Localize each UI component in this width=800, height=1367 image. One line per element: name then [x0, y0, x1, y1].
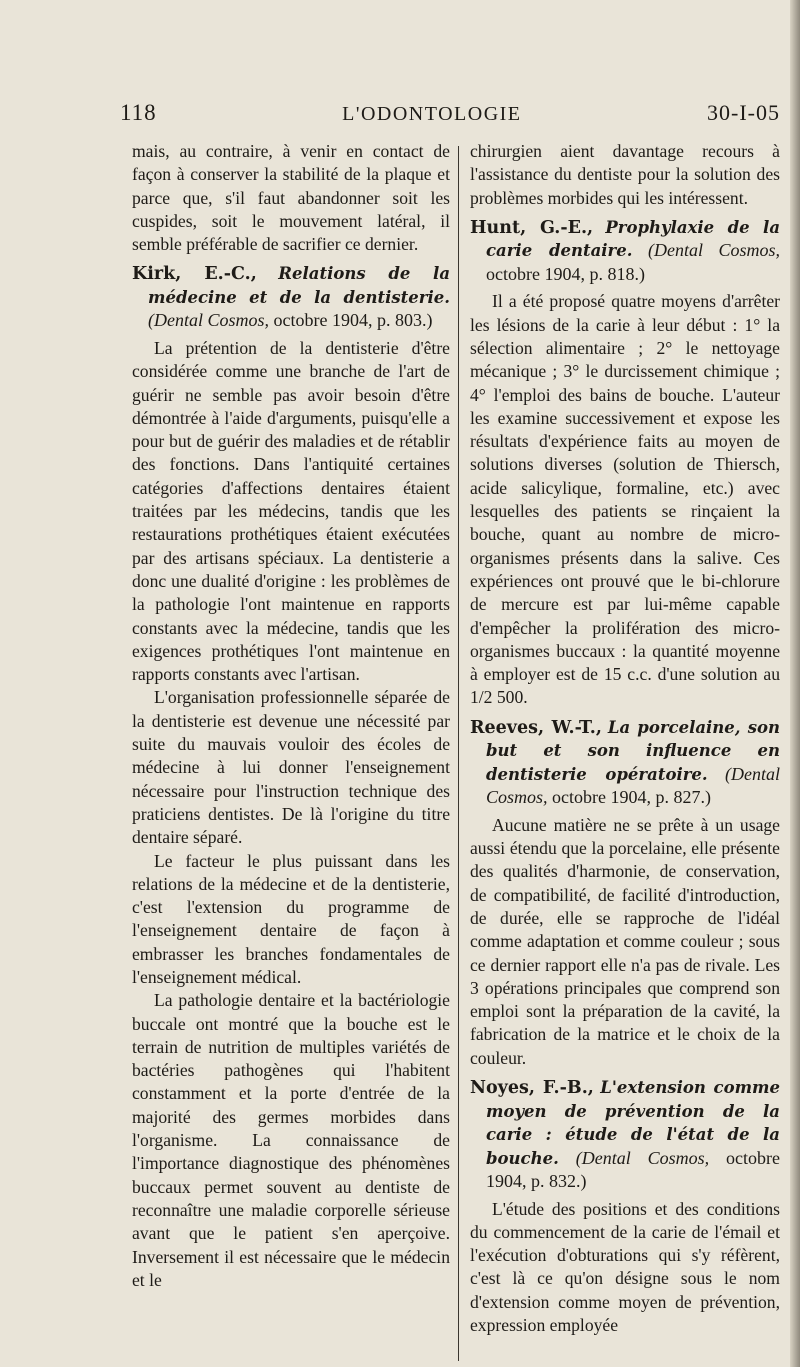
entry-title: Prophylaxie de la carie dentaire. — [486, 217, 781, 261]
entry-author: Noyes, F.-B., — [470, 1078, 594, 1098]
entry-date: octobre 1904, p. 832.) — [486, 1147, 781, 1191]
entry-paragraph: La prétention de la dentisterie d'être considérée comme une branche de l'art de guérir ne semble pas avoir besoin d'être démontrée à l'aide d'arguments, puisqu'elle a pour but de guérir des maladies et de rétablir des fonctions. Dans l'antiquité certaines catégories d'affections dentaires étaient traitées par les médecins, tandis que les restaurations prothétiques étaient exécutées par des artisans spéciaux. La dentisterie a donc une dualité d'origine : les problèmes de la pathologie l'ont maintenue en rapports constants avec la médecine, tandis que les exigences prothétiques l'ont maintenue en rapports constants avec l'artisan. — [132, 337, 450, 685]
entry-date: octobre 1904, p. 803.) — [273, 310, 433, 331]
issue-date: 30-I-05 — [707, 100, 780, 125]
entry-source: (Dental Cosmos, — [575, 1147, 710, 1168]
entry-date: octobre 1904, p. 827.) — [552, 787, 711, 808]
entry-author: Hunt, G.-E., — [470, 217, 594, 238]
review-entry-kirk — [132, 262, 450, 1292]
entry-paragraph: La pathologie dentaire et la bactériologie buccale ont montré que la bouche est le terrain de nutrition de multiples variétés de bactéries pathogènes qui l'habitent constamment et la porte d'entrée de la majorité des germes morbides dans l'organisme. La connaissance de l'importance diagnostique des phénomènes buccaux permet souvent au dentiste de reconnaître une maladie corporelle sérieuse avant que le patient s'en aperçoive. Inversement il est nécessaire que le médecin et le — [132, 990, 450, 1290]
entry-title: Relations de la médecine et de la dentisterie. — [148, 264, 451, 307]
entry-title: La porcelaine, son but et son influence en dentisterie opératoire. — [486, 717, 780, 784]
review-entry-reeves — [470, 716, 780, 1070]
entry-paragraph: Le facteur le plus puissant dans les relations de la médecine et de la dentisterie, c'est l'extension du programme de l'enseignement dentaire de façon à embrasser les branches fondamentales de l'enseignement médical. — [132, 850, 450, 987]
entry-paragraph: Il a été proposé quatre moyens d'arrêter les lésions de la carie à leur début : 1° la sélection alimentaire ; 2° le nettoyage mécanique ; 3° le durcissement chimique ; 4° l'emploi des bains de bouche. L'auteur les examine successivement et expose les résultats d'expérience faits au moyen de solutions diverses (solution de Thiersch, acide salicylique, formaline, etc.) avec lesquelles des patients se rinçaient la bouche, quant au nombre de micro-organismes présents dans la salive. Ces expériences ont prouvé que le bi-chlorure de mercure est par lui-même capable d'empêcher la prolifération des micro-organismes buccaux : la quantité moyenne à employer est de 15 c.c. d'une solution au 1/2 500. — [470, 291, 780, 708]
review-entry-hunt — [470, 216, 780, 710]
entry-heading — [132, 262, 450, 332]
entry-paragraph: L'organisation professionnelle séparée de la dentisterie est devenue une nécessité par suite du mauvais vouloir des écoles de médecine à lui donner l'enseignement nécessaire pour l'instruction technique des praticiens dentistes. De là l'origine du titre dentaire séparé. — [132, 687, 450, 848]
page-edge — [790, 0, 800, 1367]
entry-source: (Dental Cosmos, — [648, 240, 780, 261]
entry-source: (Dental Cosmos, — [486, 763, 780, 808]
entry-title: L'extension comme moyen de prévention de la carie : étude de l'état de la bouche. — [486, 1078, 780, 1168]
left-column — [132, 140, 450, 1292]
entry-paragraph: L'étude des positions et des conditions du commencement de la carie de l'émail et l'exécution d'obturations qui s'y réfèrent, c'est là ce qu'on désigne sous le nom d'extension comme moyen de prévention, expression employée — [470, 1198, 780, 1335]
continued-paragraph: mais, au contraire, à venir en contact de façon à conserver la stabilité de la plaque et parce que, s'il faut abandonner soit les cuspides, soit le mouvement latéral, il semble préférable de sacrifier ce dernier. — [132, 141, 450, 255]
review-entry-noyes — [470, 1076, 780, 1337]
entry-paragraph: Aucune matière ne se prête à un usage aussi étendu que la porcelaine, elle présente des qualités d'harmonie, de conservation, de compatibilité, de facilité d'introduction, de durée, elle se rapproche de l'idéal comme adaptation et comme couleur ; sous ce dernier rapport elle n'a pas de rivale. Les 3 opérations principales que comprend son emploi sont la préparation de la cavité, la fabrication de la matrice et le choix de la couleur. — [470, 814, 780, 1068]
continued-paragraph: chirurgien aient davantage recours à l'assistance du dentiste pour la solution des problèmes morbides qui les intéressent. — [470, 141, 780, 208]
entry-heading — [470, 1076, 780, 1193]
right-column — [470, 140, 780, 1337]
running-title: L'ODONTOLOGIE — [342, 103, 522, 125]
entry-author: Reeves, W.-T., — [470, 717, 602, 738]
entry-source: (Dental Cosmos, — [148, 310, 269, 331]
entry-date: octobre 1904, p. 818.) — [486, 263, 645, 284]
entry-heading — [470, 216, 780, 286]
page-header — [120, 100, 780, 134]
column-divider — [458, 146, 459, 1361]
entry-heading — [470, 716, 780, 809]
page-number: 118 — [120, 100, 157, 125]
entry-author: Kirk, E.-C., — [132, 264, 257, 285]
